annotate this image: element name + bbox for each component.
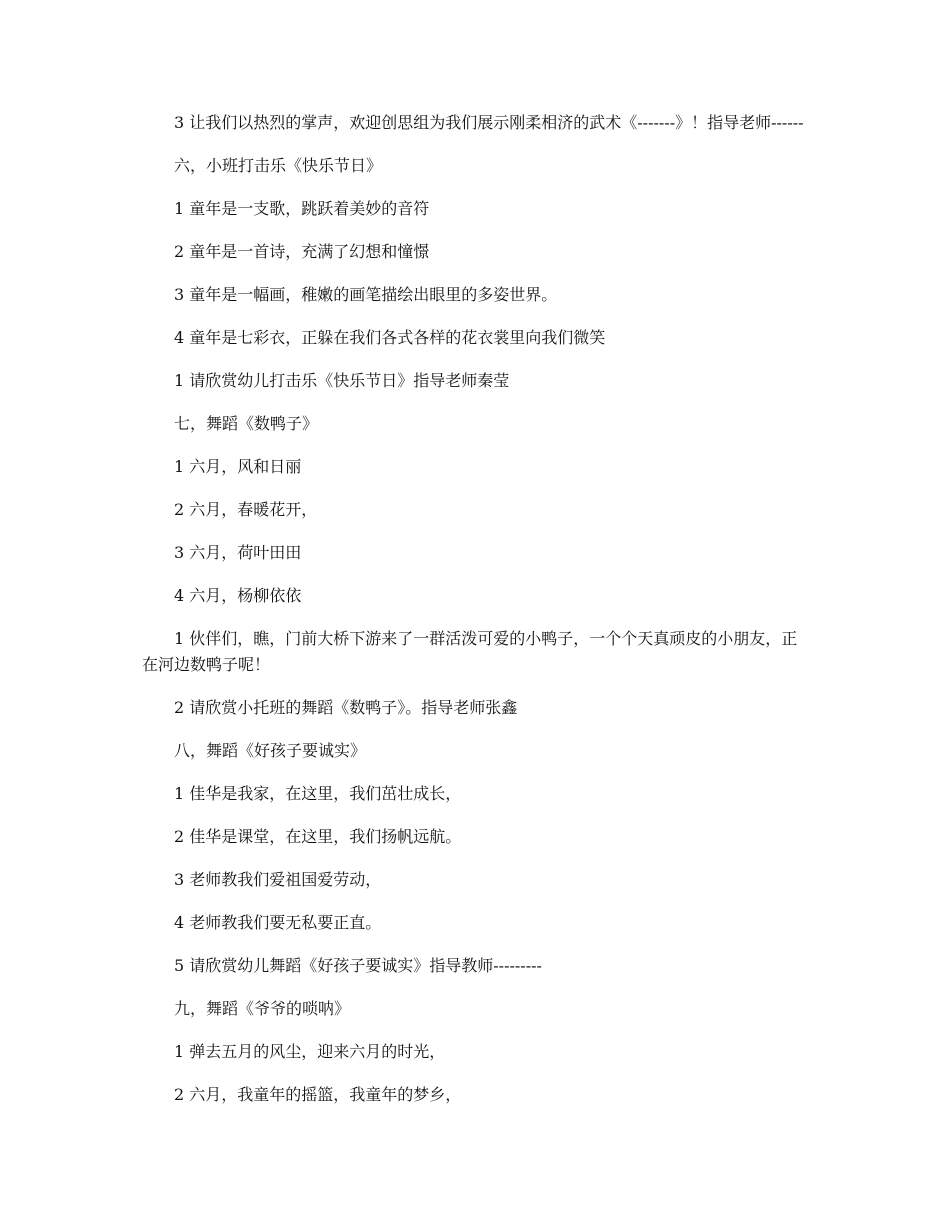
paragraph: 3 让我们以热烈的掌声，欢迎创思组为我们展示刚柔相济的武术《-------》！指导老师------ [174,113,804,132]
paragraph: 1 童年是一支歌，跳跃着美妙的音符 [174,199,430,218]
section-heading: 七，舞蹈《数鸭子》 [174,414,319,433]
paragraph: 1 伙伴们，瞧，门前大桥下游来了一群活泼可爱的小鸭子，一个个天真顽皮的小朋友，正在河边数鸭子呢！ [142,629,798,674]
paragraph: 3 老师教我们爱祖国爱劳动， [174,870,382,889]
paragraph: 1 请欣赏幼儿打击乐《快乐节日》指导老师秦莹 [174,371,510,390]
paragraph: 1 弹去五月的风尘，迎来六月的时光， [174,1042,446,1061]
paragraph: 2 六月，我童年的摇篮，我童年的梦乡， [174,1085,462,1104]
paragraph: 4 童年是七彩衣，正躲在我们各式各样的花衣裳里向我们微笑 [174,328,606,347]
paragraph: 2 佳华是课堂，在这里，我们扬帆远航。 [174,827,462,846]
document-body [142,110,810,1125]
section-heading: 六，小班打击乐《快乐节日》 [174,156,383,175]
paragraph: 5 请欣赏幼儿舞蹈《好孩子要诚实》指导教师--------- [174,956,542,975]
section-heading: 八，舞蹈《好孩子要诚实》 [174,741,367,760]
paragraph: 2 童年是一首诗，充满了幻想和憧憬 [174,242,430,261]
paragraph: 4 老师教我们要无私要正直。 [174,913,382,932]
section-heading: 九，舞蹈《爷爷的唢呐》 [174,999,351,1018]
paragraph: 2 六月，春暖花开， [174,500,318,519]
paragraph: 1 佳华是我家，在这里，我们茁壮成长， [174,784,462,803]
paragraph: 1 六月，风和日丽 [174,457,302,476]
paragraph: 4 六月，杨柳依依 [174,586,302,605]
paragraph: 3 六月，荷叶田田 [174,543,302,562]
paragraph: 3 童年是一幅画，稚嫩的画笔描绘出眼里的多姿世界。 [174,285,558,304]
paragraph: 2 请欣赏小托班的舞蹈《数鸭子》。指导老师张鑫 [174,698,518,717]
